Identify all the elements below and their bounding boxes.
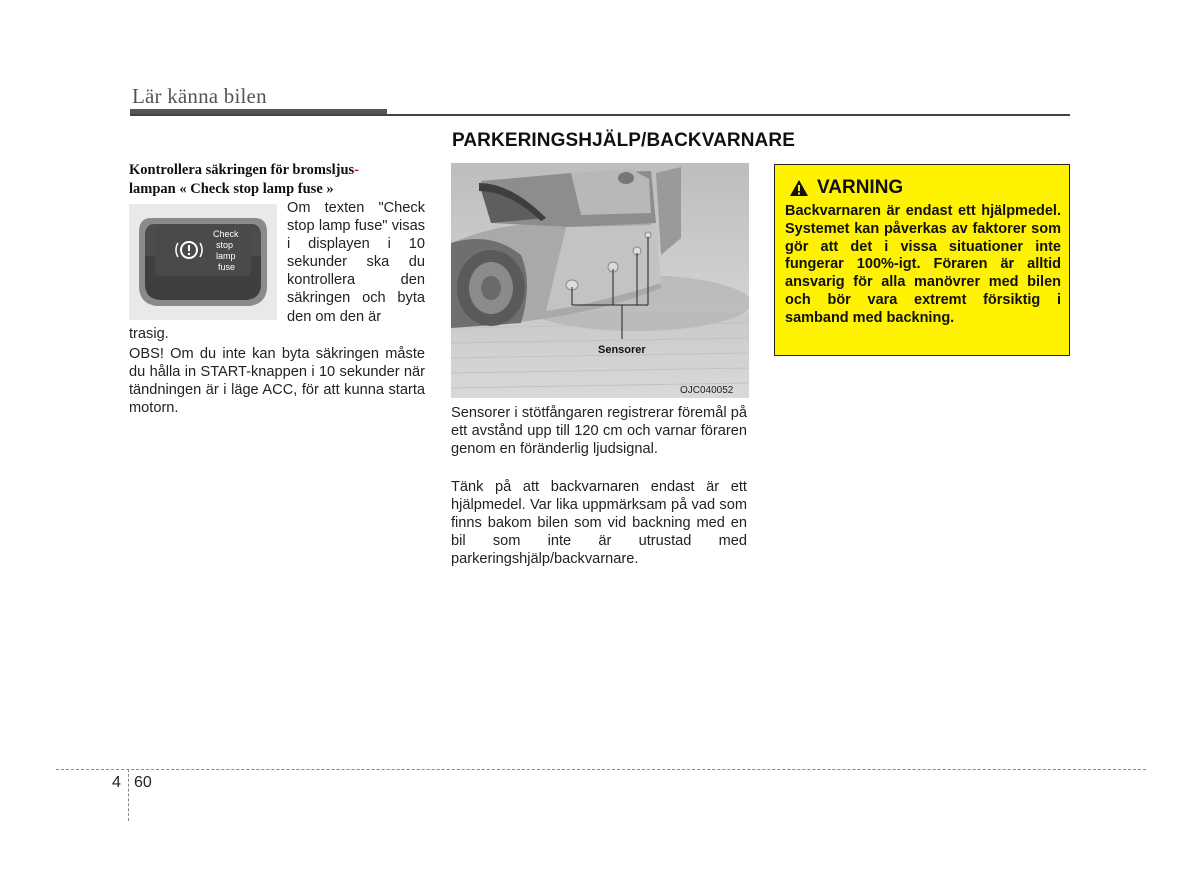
warning-text: Backvarnaren är endast ett hjälpmedel. Systemet kan påverkas av faktorer som gör att det i vissa situationer inte fungerar 100%-igt. Föraren är alltid ansvarig för alla manövrer med bilen och bör vara extremt försiktig i samband med backning.: [785, 203, 1061, 326]
fuse-tail-text: trasig.: [129, 326, 169, 342]
page-number: 60: [134, 774, 152, 791]
warning-triangle-icon: [789, 179, 809, 197]
fuse-heading-part2: lampan « Check stop lamp fuse »: [129, 181, 334, 197]
page-chapter-number: 4: [112, 774, 121, 791]
display-line-2: stop: [216, 240, 234, 250]
sensor-advice: Tänk på att backvarnaren endast är ett hjälpmedel. Var lika uppmärksam på vad som finns bakom bilen som vid backning med en bil som inte är utrustad med parkeringshjälp/backvarnare.: [451, 479, 747, 568]
warning-heading: [789, 177, 903, 199]
image-code: OJC040052: [680, 385, 734, 396]
warning-box: [774, 164, 1070, 356]
display-line-1: Check: [213, 229, 239, 239]
parking-sensor-illustration: [451, 163, 749, 398]
display-line-4: fuse: [218, 262, 236, 272]
sensor-description: Sensorer i stötfångaren registrerar föremål på ett avstånd upp till 120 cm och varnar föraren genom en föränderlig ljudsignal.: [451, 405, 747, 458]
header-rule: [130, 114, 1070, 116]
display-line-3: lamp: [216, 251, 236, 261]
section-title: PARKERINGSHJÄLP/BACKVARNARE: [452, 130, 795, 151]
warning-title: VARNING: [817, 177, 904, 198]
fuse-heading-part1: Kontrollera säkringen för bromsljus: [129, 162, 355, 178]
fuse-note-text: OBS! Om du inte kan byta säkringen måste du hålla in START-knappen i 10 sekunder när tändningen är i läge ACC, för att kunna starta motorn.: [129, 346, 425, 417]
fuse-display-illustration: [129, 204, 277, 320]
fuse-heading: [129, 161, 429, 199]
fuse-wrap-text: Om texten "Check stop lamp fuse" visas i displayen i 10 sekunder ska du kontrollera den säkringen och byta den om den är: [287, 200, 425, 325]
chapter-title: Lär känna bilen: [132, 84, 267, 108]
footer-rule: [56, 769, 1146, 770]
fuse-heading-dash: -: [354, 162, 360, 178]
footer-divider: [128, 769, 129, 821]
sensor-label: Sensorer: [598, 344, 646, 356]
